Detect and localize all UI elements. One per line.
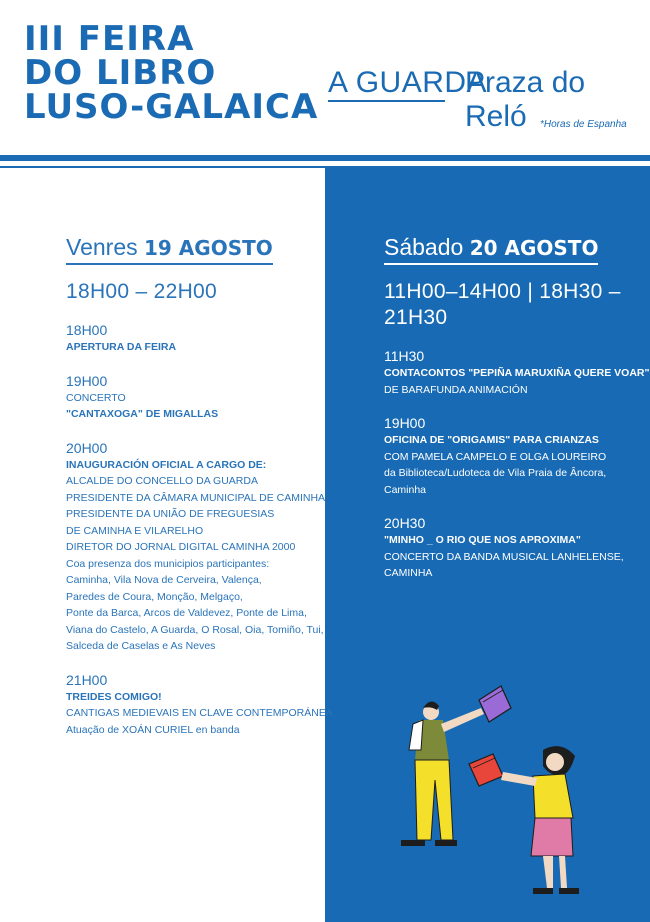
event-detail: ALCALDE DO CONCELLO DA GUARDA	[66, 475, 258, 487]
event-time: 18H00	[66, 322, 108, 338]
event-time: 20H30	[384, 515, 426, 531]
event-block	[384, 347, 650, 398]
event-block	[66, 372, 336, 423]
event-detail: Coa presenza dos municipios participantes:	[66, 557, 270, 570]
purple-book	[479, 686, 511, 722]
event-title: TREIDES COMIGO!	[66, 690, 162, 703]
time-zone-note: *Horas de Espanha	[540, 119, 627, 130]
event-detail: CANTIGAS MEDIEVAIS EN CLAVE CONTEMPORÁNEA	[66, 707, 333, 719]
event-detail: PRESIDENTE DA CÂMARA MUNICIPAL DE CAMINHA	[66, 491, 326, 504]
event-time: 19H00	[384, 415, 426, 431]
title-line-2: DO LIBRO	[24, 53, 217, 93]
saturday-column	[384, 232, 650, 582]
saturday-day-name: Sábado	[384, 234, 464, 260]
event-detail: CONCERTO	[66, 391, 126, 404]
event-detail: Caminha, Vila Nova de Cerveira, Valença,	[66, 574, 262, 586]
event-detail: Atuação de XOÁN CURIEL en banda	[66, 723, 240, 736]
event-detail: COM PAMELA CAMPELO E OLGA LOUREIRO	[384, 450, 607, 463]
event-time: 20H00	[66, 439, 108, 456]
event-detail: Viana do Castelo, A Guarda, O Rosal, Oia, Tomiño, Tui,	[66, 623, 324, 636]
title-line-3: LUSO-GALAICA	[24, 87, 319, 127]
saturday-heading	[384, 232, 598, 265]
event-title: INAUGURACIÓN OFICIAL A CARGO DE:	[66, 458, 267, 471]
friday-hours: 18H00 – 22H00	[66, 280, 218, 303]
event-title: APERTURA DA FEIRA	[66, 341, 177, 353]
man-figure	[401, 701, 484, 846]
event-detail: DE CAMINHA E VILARELHO	[66, 524, 204, 537]
event-detail: DIRETOR DO JORNAL DIGITAL CAMINHA 2000	[66, 541, 296, 553]
woman-figure	[501, 746, 579, 894]
header-rule-thick	[0, 155, 650, 161]
city-underline	[328, 100, 445, 102]
saturday-events	[384, 347, 650, 582]
event-detail: Paredes de Coura, Monção, Melgaço,	[66, 590, 243, 603]
title-line-1: III FEIRA	[24, 19, 195, 59]
poster-title	[24, 19, 319, 127]
event-time: 19H00	[66, 372, 108, 389]
friday-events	[66, 321, 336, 738]
event-detail: Salceda de Caselas e As Neves	[66, 640, 216, 652]
event-detail: DE BARAFUNDA ANIMACIÓN	[384, 383, 528, 396]
event-title: CONTACONTOS "PEPIÑA MARUXIÑA QUERE VOAR"	[384, 367, 650, 379]
saturday-day-date: 20 AGOSTO	[469, 236, 599, 260]
event-block	[384, 414, 650, 498]
event-detail: Caminha	[384, 483, 427, 496]
event-detail: da Biblioteca/Ludoteca de Vila Praia de Âncora,	[384, 467, 607, 479]
event-block	[384, 514, 650, 582]
event-time: 21H00	[66, 671, 108, 688]
event-block	[66, 439, 336, 655]
city-name: A GUARDA	[328, 66, 488, 99]
friday-day-date: 19 AGOSTO	[144, 236, 273, 260]
event-detail: PRESIDENTE DA UNIÃO DE FREGUESIAS	[66, 508, 275, 520]
event-block	[66, 321, 336, 356]
saturday-hours: 11H00–14H00 | 18H30 – 21H30	[384, 280, 621, 329]
event-block	[66, 671, 336, 739]
friday-column	[66, 232, 336, 738]
event-title: "CANTAXOGA" DE MIGALLAS	[66, 408, 219, 420]
event-detail: CAMINHA	[384, 567, 433, 579]
book-exchange-illustration	[383, 680, 603, 902]
event-detail: Ponte da Barca, Arcos de Valdevez, Ponte de Lima,	[66, 607, 307, 619]
red-book	[469, 754, 503, 786]
friday-heading	[66, 232, 273, 265]
event-detail: CONCERTO DA BANDA MUSICAL LANHELENSE,	[384, 550, 624, 563]
event-title: OFICINA DE "ORIGAMIS" PARA CRIANZAS	[384, 434, 599, 446]
event-time: 11H30	[384, 348, 425, 364]
friday-day-name: Venres	[66, 234, 138, 260]
event-title: "MINHO _ O RIO QUE NOS APROXIMA"	[384, 534, 581, 546]
place-name: Praza do Reló	[465, 66, 586, 133]
